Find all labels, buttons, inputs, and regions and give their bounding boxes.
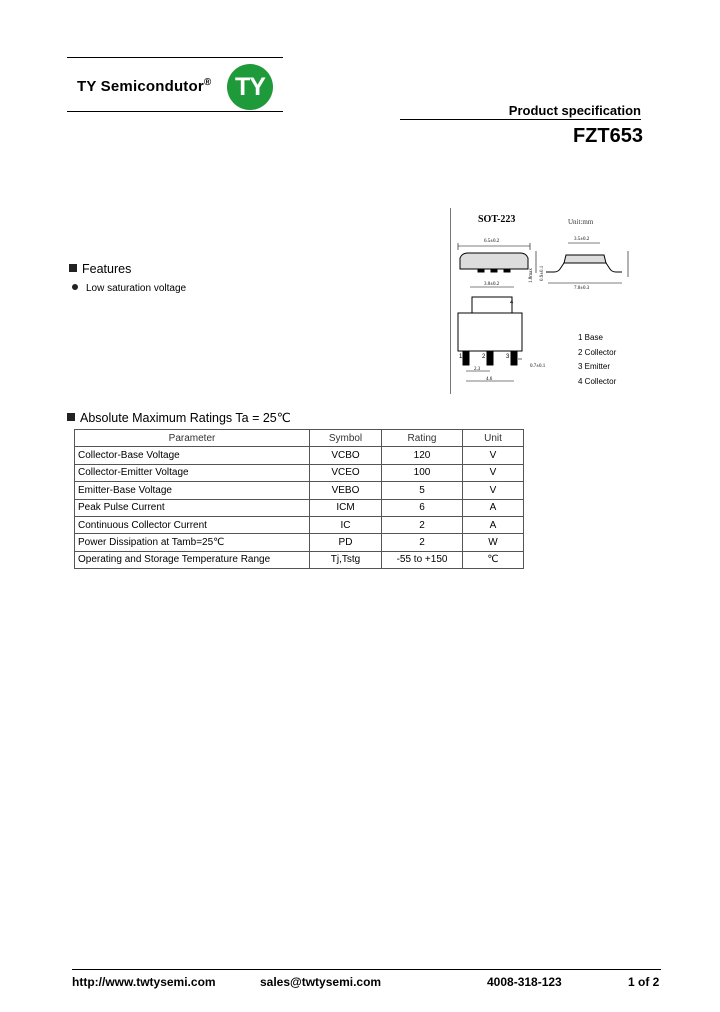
features-heading [69, 262, 131, 276]
pin-2-label: 2 [482, 354, 486, 360]
pin-legend-item: 1 Base [578, 333, 603, 342]
header-bottom-rule [67, 111, 283, 112]
side-view-right [546, 243, 628, 283]
dim-3-0: 3.0±0.2 [484, 282, 500, 287]
symbol-cell: IC [310, 516, 382, 533]
dim-4-6: 4.6 [486, 377, 493, 382]
dim-0-7: 0.7±0.1 [530, 364, 546, 369]
parameter-cell: Peak Pulse Current [75, 499, 310, 516]
header-top-rule [67, 57, 283, 58]
bullet-icon [72, 284, 78, 290]
ratings-heading-text: Absolute Maximum Ratings Ta = 25℃ [80, 411, 291, 425]
pin-1-label: 1 [459, 354, 463, 360]
table-row [75, 551, 524, 568]
part-number: FZT653 [572, 125, 643, 147]
parameter-cell: Collector-Emitter Voltage [75, 464, 310, 481]
dim-3-5: 3.5±0.2 [574, 237, 590, 242]
rating-cell: 2 [382, 534, 463, 551]
parameter-cell: Power Dissipation at Tamb=25℃ [75, 534, 310, 551]
table-row [75, 516, 524, 533]
side-view-left [458, 243, 536, 273]
product-specification-label: Product specification [508, 103, 641, 118]
pin-legend-item: 3 Emitter [578, 362, 611, 372]
package-unit: Unit:mm [568, 218, 594, 226]
table-row [75, 447, 524, 464]
logo-text: TY [235, 72, 265, 101]
unit-cell: W [463, 534, 524, 551]
symbol-cell: Tj,Tstg [310, 551, 382, 568]
feature-item [72, 283, 186, 294]
unit-cell: V [463, 482, 524, 499]
column-header: Parameter [75, 430, 310, 447]
symbol-cell: VCBO [310, 447, 382, 464]
pin-4-label: 4 [510, 300, 514, 306]
parameter-cell: Emitter-Base Voltage [75, 482, 310, 499]
dim-1-8max: 1.8max [529, 268, 534, 283]
symbol-cell: PD [310, 534, 382, 551]
table-row [75, 499, 524, 516]
unit-cell: A [463, 499, 524, 516]
package-name: SOT-223 [478, 214, 516, 225]
square-bullet-icon [67, 413, 75, 421]
table-row [75, 534, 524, 551]
table-header-row [75, 430, 524, 447]
ratings-heading [67, 410, 291, 425]
dim-0-9: 0.9±0.1 [540, 265, 545, 281]
footer-email[interactable]: sales@twtysemi.com [260, 975, 382, 989]
table-row [75, 464, 524, 481]
table-row [75, 482, 524, 499]
rating-cell: 6 [382, 499, 463, 516]
pin-legend [578, 331, 616, 389]
company-name-text: TY Semicondutor [77, 78, 204, 95]
rating-cell: 5 [382, 482, 463, 499]
unit-cell: V [463, 447, 524, 464]
symbol-cell: VEBO [310, 482, 382, 499]
symbol-cell: ICM [310, 499, 382, 516]
rating-cell: 100 [382, 464, 463, 481]
rating-cell: -55 to +150 [382, 551, 463, 568]
unit-cell: ℃ [463, 551, 524, 568]
parameter-cell: Continuous Collector Current [75, 516, 310, 533]
dim-7-0: 7.0±0.3 [574, 286, 590, 291]
company-logo [227, 64, 273, 110]
symbol-cell: VCEO [310, 464, 382, 481]
pin-legend-item: 2 Collector [578, 347, 617, 357]
square-bullet-icon [69, 264, 77, 272]
parameter-cell: Collector-Base Voltage [75, 447, 310, 464]
rating-cell: 2 [382, 516, 463, 533]
registered-mark: ® [203, 77, 212, 88]
pin-3-label: 3 [506, 354, 510, 360]
column-header: Rating [382, 430, 463, 447]
pin-legend-item: 4 Collector [578, 376, 617, 386]
unit-cell: A [463, 516, 524, 533]
rating-cell: 120 [382, 447, 463, 464]
features-heading-text: Features [82, 262, 132, 276]
footer-rule [72, 969, 661, 970]
footer-phone: 4008-318-123 [487, 975, 562, 989]
column-header: Unit [463, 430, 524, 447]
company-name [77, 77, 211, 95]
feature-item-text: Low saturation voltage [86, 283, 187, 294]
column-header: Symbol [310, 430, 382, 447]
ratings-table [74, 429, 524, 569]
footer-page-number: 1 of 2 [628, 975, 660, 989]
unit-cell: V [463, 464, 524, 481]
parameter-cell: Operating and Storage Temperature Range [75, 551, 310, 568]
dim-6-5: 6.5±0.2 [484, 239, 500, 244]
dim-2-3: 2.3 [474, 367, 481, 372]
title-rule [400, 119, 641, 120]
footer-website[interactable]: http://www.twtysemi.com [72, 975, 216, 989]
